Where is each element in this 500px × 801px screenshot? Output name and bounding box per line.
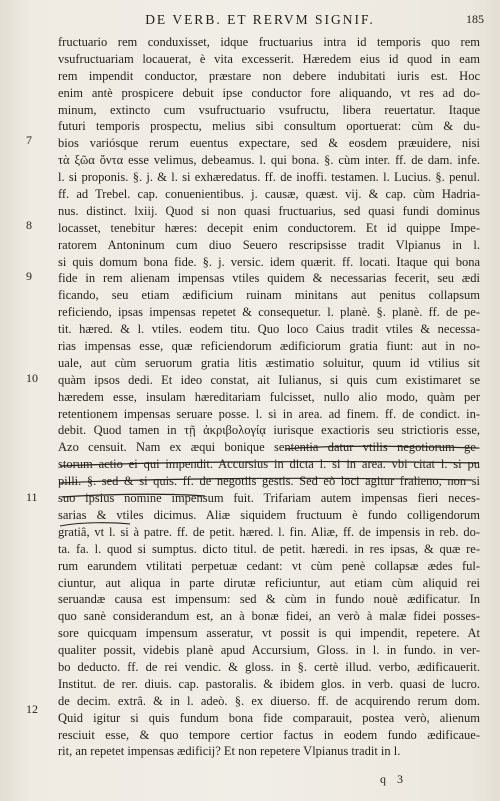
text-line: quo sanè considerandum est, an à bonæ fidei, an verò à malæ fidei posses-: [58, 609, 480, 624]
text-line: hæredem esse, insulam hæreditariam fulcisset, nullo alio modo, quàm per: [58, 389, 480, 404]
text-line: retentionem impensas seruare posse. l. si in area. ad finem. ff. de condict. in-: [58, 406, 480, 421]
text-line: reficiendo, ipsas impensas repetet & consequetur. l. planè. §. planè. ff. de pe-: [58, 305, 480, 320]
text-line: minum, extincto cum vsufructuario vsufructu, libera reuertatur. Itaque: [58, 102, 480, 117]
text-line: enim antè prospicere debuit ipse conductor fore aliquando, vt res ad do-: [58, 85, 480, 100]
text-line: Quid igitur si quis fundum bona fide comparauit, postea verò, alienum: [58, 710, 480, 725]
text-line: rias impensas esse, quæ reficiendorum ædificiorum gratia fiunt: aut in no-: [58, 339, 480, 354]
marginal-number: 10: [26, 371, 38, 385]
text-line: rit, an repetet impensas ædificij? Et non repetere Vlpianus tradit in l.: [58, 744, 401, 759]
text-line: debit. Quod tamen in τῇ ἀκριβολογίᾳ iurisque exactioris seu strictioris esse,: [58, 423, 480, 438]
text-line: uale, aut cùm seruorum gratia litis æstimatio soluitur, quum id vtilius sit: [58, 355, 480, 370]
text-line: Azo censuit. Nam ex æqui bonique sententia datur vtilis negotiorum ge-: [58, 440, 480, 455]
text-line: Institut. de rer. diuis. cap. pastoralis. & ibidem glos. in verb. quasi de lucro.: [58, 676, 480, 691]
body-text: [58, 34, 480, 760]
text-line: resciuit esse, & quo tempore certior factus in eodem fundo ædificaue-: [58, 727, 480, 742]
text-line: bios variósque rerum euentus expectare, sed & eosdem præuidere, nisi: [58, 136, 480, 151]
running-head: DE VERB. ET RERVM SIGNIF.: [145, 12, 375, 27]
text-line: gratiâ, vt l. si à patre. ff. de petit. hæred. l. fin. Aliæ, ff. de impensis in reb. do-: [58, 524, 480, 539]
text-line: qualiter possit, videbis planè apud Accursium, Gloss. in l. in fundo. in ver-: [58, 643, 480, 658]
marginal-number: 12: [26, 702, 38, 716]
text-line: fructuario rem conduxisset, idque fructuarius intra id temporis quo rem: [58, 35, 480, 49]
marginal-number: 11: [26, 490, 38, 504]
text-line: de decim. extrâ. & in l. adeò. §. ex diuerso. ff. de acquirendo rerum dom.: [58, 693, 480, 708]
text-line: fide in rem alienam impensas vtiles quidem & necessarias fecerit, seu ædi: [58, 271, 480, 286]
text-line: ta. fa. l. quod si sumptus. dicto titul. de petit. hæredi. in res ipsas, & quæ re-: [58, 541, 480, 556]
text-line: tit. hæred. & l. vtiles. eodem titu. Quo loco Caius tradit vtiles & necessa-: [58, 322, 480, 337]
text-line: bo deducto. ff. de rei vendic. & gloss. in §. certè illud. verbo, ædificauerit.: [58, 659, 480, 674]
text-line: rum earundem vtilitati perpetuæ cedant: vt cùm penè collapsæ ædes ful-: [58, 558, 480, 573]
text-line: sore quicquam impensum asseratur, vt possit is qui impendit, repetere. At: [58, 626, 480, 641]
signature-mark: q 3: [380, 772, 407, 786]
text-line: ratorem Antoninum cum diuo Seuero rescripsisse tradit Vlpianus in l.: [58, 237, 480, 252]
page-number: 185: [466, 12, 484, 26]
text-line: seruandæ causa est impensum: sed & cùm in fundo nouè ædificatur. In: [58, 592, 480, 607]
marginal-number: 9: [26, 269, 32, 283]
text-line: si quis domum bona fide. §. j. versic. idem quærit. ff. locati. Itaque qui bona: [58, 254, 480, 269]
text-line: sarias & vtiles dicimus. Aliæ siquidem fructuum è fundo colligendorum: [58, 507, 480, 522]
text-line: ficando, seu etiam ædificium ruinam minitans aut penitus collapsum: [58, 288, 480, 303]
text-line: locasset, tenebitur hæres: decepit enim conductorem. Et id quippe Impe-: [58, 220, 480, 235]
text-line: pilli. §. sed & si quis. ff. de negotiis gestis. Sed eò loci agitur fralieno, non si: [58, 474, 480, 489]
marginal-number: 7: [26, 133, 32, 147]
text-line: τὰ ξῶα ὄντα esse velimus, debeamus. l. qui bona. §. cùm inter. ff. de dam. infe.: [58, 153, 480, 168]
text-line: quàm ipsos dedi. Et ideo constat, ait Iulianus, si quis cum existimaret se: [58, 372, 480, 387]
text-line: l. si proponis. §. j. & l. si exhæredatus. ff. de inoffi. testamen. l. Lucius. §. penul.: [58, 170, 480, 185]
text-line: storum actio ei qui impendit. Accursius in dicta l. si in area. vbi citat l. si pu: [58, 457, 480, 472]
text-line: ciuntur, aut aliqua in parte dirutæ reficiuntur, aut etiam cùm aliquid rei: [58, 575, 480, 590]
text-line: suo ipsius nomine impensum fuit. Trifariam autem impensas fieri neces-: [58, 491, 480, 506]
text-line: ff. ad Trebel. cap. conuenientibus. j. causæ, quæst. vij. & cap. cùm Hadria-: [58, 187, 480, 202]
text-line: vsufructuariam locauerat, è vita excesserit. Hæredem eius id quod in eam: [58, 51, 480, 66]
text-line: nus. distinct. lxiij. Quod si non quasi fructuarius, sed quasi fundi dominus: [58, 203, 480, 218]
text-line: rem impendit conductor, præstare non debere indubitati iuris est. Hoc: [58, 68, 480, 83]
marginal-number: 8: [26, 218, 32, 232]
text-line: futuri temporis prospectu, melius sibi consultum oportuerat: cùm & du-: [58, 119, 480, 134]
